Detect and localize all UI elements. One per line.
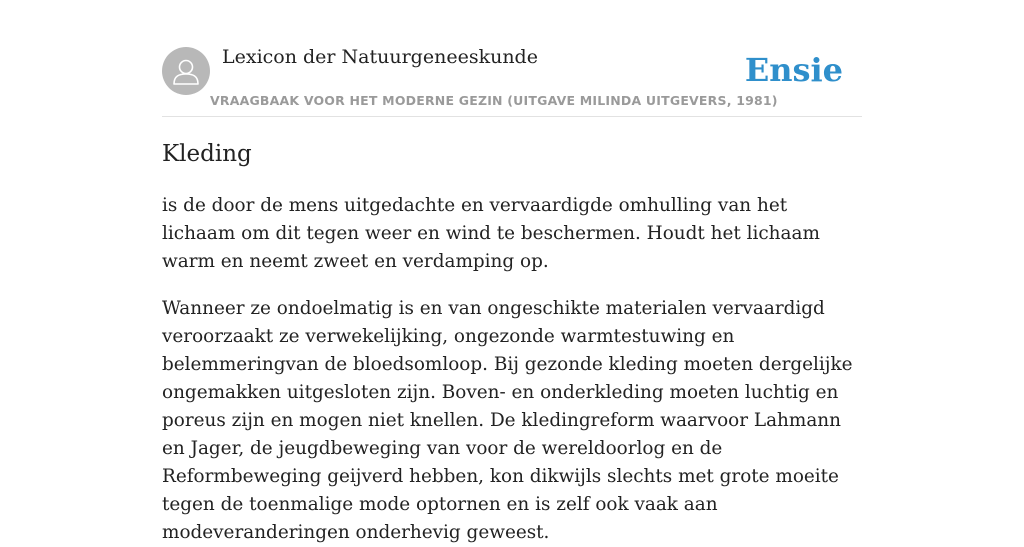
brand-logo[interactable]: Ensie <box>744 51 843 89</box>
source-header <box>162 46 862 117</box>
article-paragraph: Wanneer ze ondoelmatig is en van ongeschikte materialen vervaardigd veroorzaakt ze verwekelijking, ongezonde warmtestuwing en belemmeringvan de bloedsomloop. Bij gezonde kleding moeten dergelijke ongemakken uitgesloten zijn. Boven- en onderkleding moeten luchtig en poreus zijn en mogen niet knellen. De kledingreform waarvoor Lahmann en Jager, de jeugdbeweging van voor de wereldoorlog en de Reformbeweging geijverd hebben, kon dikwijls slechts met grote moeite tegen de toenmalige mode optornen en is zelf ook vaak aan modeveranderingen onderhevig geweest. <box>162 298 853 543</box>
article <box>162 138 862 547</box>
source-subtitle: VRAAGBAAK VOOR HET MODERNE GEZIN (UITGAVE MILINDA UITGEVERS, 1981) <box>210 93 778 108</box>
article-headword: Kleding <box>162 141 252 167</box>
user-placeholder-icon <box>162 47 210 95</box>
avatar[interactable] <box>162 47 210 95</box>
article-paragraph: is de door de mens uitgedachte en vervaardigde omhulling van het lichaam om dit tegen weer en wind te beschermen. Houdt het lichaam warm en neemt zweet en verdamping op. <box>162 195 820 272</box>
source-title[interactable]: Lexicon der Natuurgeneeskunde <box>222 46 538 68</box>
